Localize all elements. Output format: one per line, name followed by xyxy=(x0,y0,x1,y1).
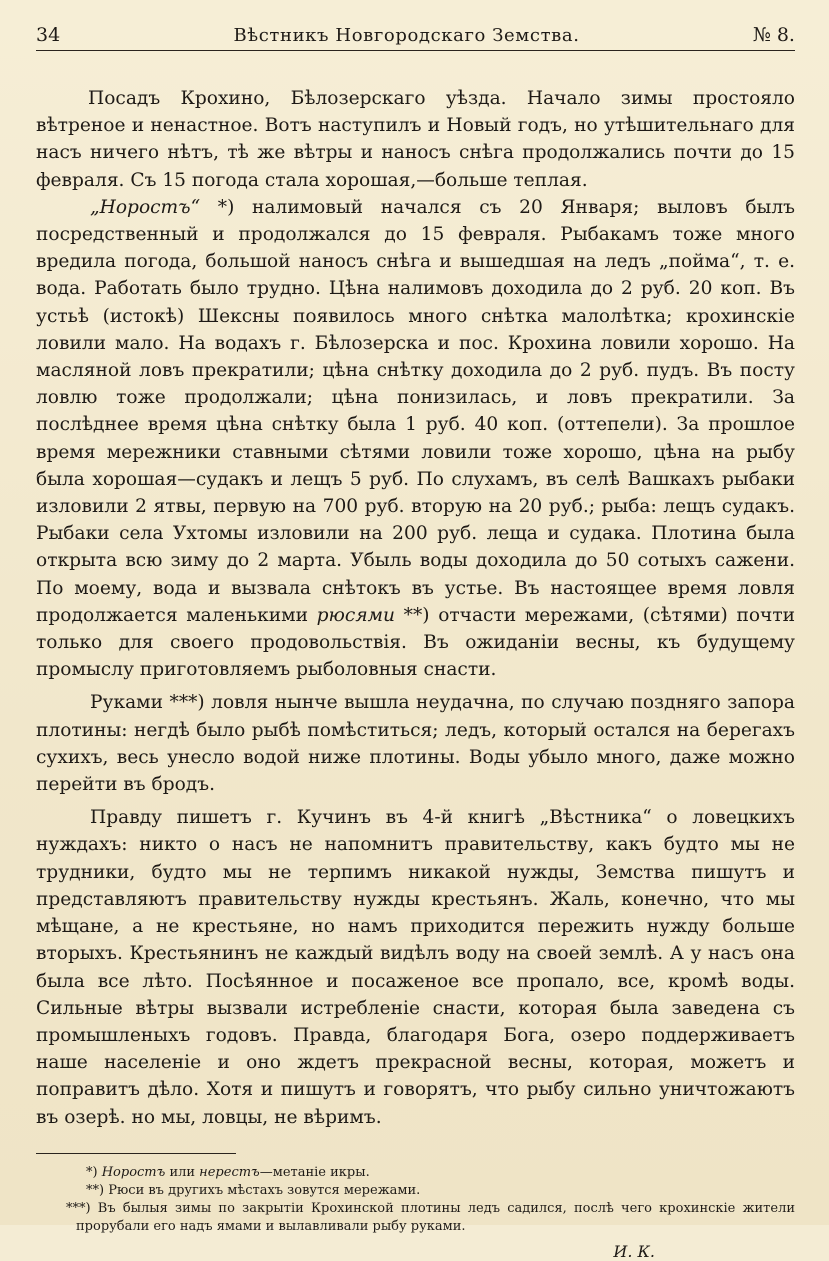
footnote-2 xyxy=(36,1182,795,1200)
issue-number: № 8. xyxy=(752,24,795,46)
footnote-ref-1: *) xyxy=(200,196,235,218)
paragraph-3 xyxy=(36,689,795,798)
paragraph-1: Посадъ Крохино, Бѣлозерскаго уѣзда. Начало зимы простояло вѣтреное и ненастное. Вотъ наступилъ и Новый годъ, но утѣшительнаго для насъ ничего нѣтъ, тѣ же вѣтры и наносъ снѣга продолжались почти до 15 февраля. Съ 15 погода стала хорошая,—больше теплая. xyxy=(36,88,795,191)
paragraph-2-italic: рюсями xyxy=(316,604,396,626)
footnote-ref-2: **) xyxy=(395,604,430,626)
journal-title: Вѣстникъ Новгородскаго Земства. xyxy=(233,25,580,46)
paragraph-2-text-b: отчасти мережами, (сѣтями) почти только для своего продовольствія. Въ ожиданіи весны, къ будущему промыслу приготовляемъ рыболовныя снасти. xyxy=(36,604,796,681)
footnote-divider xyxy=(36,1153,236,1154)
footnote-1-mid: или xyxy=(165,1164,200,1180)
footnote-1-term2: нерестъ xyxy=(199,1164,260,1180)
footnote-1-term: Норостъ xyxy=(101,1164,166,1180)
footnote-2-text: Рюси въ другихъ мѣстахъ зовутся мережами. xyxy=(108,1182,421,1198)
paragraph-2-text-a: налимовый начался съ 20 Января; выловъ былъ посредственный и продолжался до 15 февраля. Рыбакамъ тоже много вредила погода, большой наносъ снѣга и вышедшая на ледъ „пойма“, т. е. вода. Работать было трудно. Цѣна налимовъ доходила до 2 руб. 20 коп. Въ устьѣ (истокѣ) Шексны появилось много снѣтка малолѣтка; крохинскіе ловили мало. На водахъ г. Бѣлозерска и пос. Крохина ловили хорошо. На масляной ловъ прекратили; цѣна снѣтку доходила до 2 руб. пудъ. Въ посту ловлю тоже продолжали; цѣна понизилась, и ловъ прекратили. За послѣднее время цѣна снѣтку была 1 руб. 40 коп. (оттепели). За прошлое время мережники ставными сѣтями ловили тоже хорошо, цѣна на рыбу была хорошая—судакъ и лещъ 5 руб. По слухамъ, въ селѣ Вашкахъ рыбаки изловили 2 ятвы, первую на 700 руб. вторую на 20 руб.; рыба: лещъ судакъ. Рыбаки села Ухтомы изловили на 200 руб. леща и судака. Плотина была открыта всю зиму до 2 марта. Убыль воды доходила до 50 сотыхъ сажени. По моему, вода и вызвала снѣтокъ въ устье. Въ настоящее время ловля продолжается маленькими xyxy=(36,196,795,626)
paragraph-3-text: ловля нынче вышла неудачна, по случаю поздняго запора плотины: негдѣ было рыбѣ помѣститься; ледъ, который остался на берегахъ сухихъ, весь унесло водой ниже плотины. Воды убыло много, даже можно перейти въ бродъ. xyxy=(36,692,795,796)
footnote-2-mark: **) xyxy=(86,1182,105,1198)
page-header xyxy=(36,24,795,51)
footnote-3 xyxy=(36,1200,795,1236)
footnote-1-mark: *) xyxy=(86,1164,98,1180)
page-number: 34 xyxy=(36,24,61,46)
footnote-3-mark: ***) xyxy=(66,1200,91,1216)
article-body xyxy=(36,85,795,1131)
paragraph-3-lead: Руками xyxy=(90,692,164,714)
footnote-3-text: Въ былыя зимы по закрытіи Крохинской плотины ледъ садился, послѣ чего крохинскіе жители прорубали его надъ ямами и вылавливали рыбу руками. xyxy=(76,1200,795,1234)
author-signature: И. К. xyxy=(613,1241,655,1261)
paragraph-4: Правду пишетъ г. Кучинъ въ 4-й книгѣ „Вѣстника“ о ловецкихъ нуждахъ: никто о насъ не напомнитъ правительству, какъ будто мы не трудники, будто мы не терпимъ никакой нужды, Земства пишутъ и представляютъ правительству нужды крестьянъ. Жаль, конечно, что мы мѣщане, а не крестьяне, но намъ приходится пережить нужду больше вторыхъ. Крестьянинъ не каждый видѣлъ воду на своей землѣ. А у насъ она была все лѣто. Посѣянное и посаженое все пропало, все, кромѣ воды. Сильные вѣтры вызвали истребленіе снасти, которая была заведена съ промышленыхъ годовъ. Правда, благодаря Бога, озеро поддерживаетъ наше населеніе и оно ждетъ прекрасной весны, которая, можетъ и поправитъ дѣло. Хотя и пишутъ и говорятъ, что рыбу сильно уничтожаютъ въ озерѣ. но мы, ловцы, не вѣримъ. xyxy=(36,807,795,1128)
paragraph-2-lead: „Норостъ“ xyxy=(90,196,201,218)
footnote-1 xyxy=(36,1164,795,1182)
paragraph-2 xyxy=(36,194,795,684)
footnote-1-text: —метаніе икры. xyxy=(259,1164,370,1180)
footnote-ref-3: ***) xyxy=(163,692,205,714)
